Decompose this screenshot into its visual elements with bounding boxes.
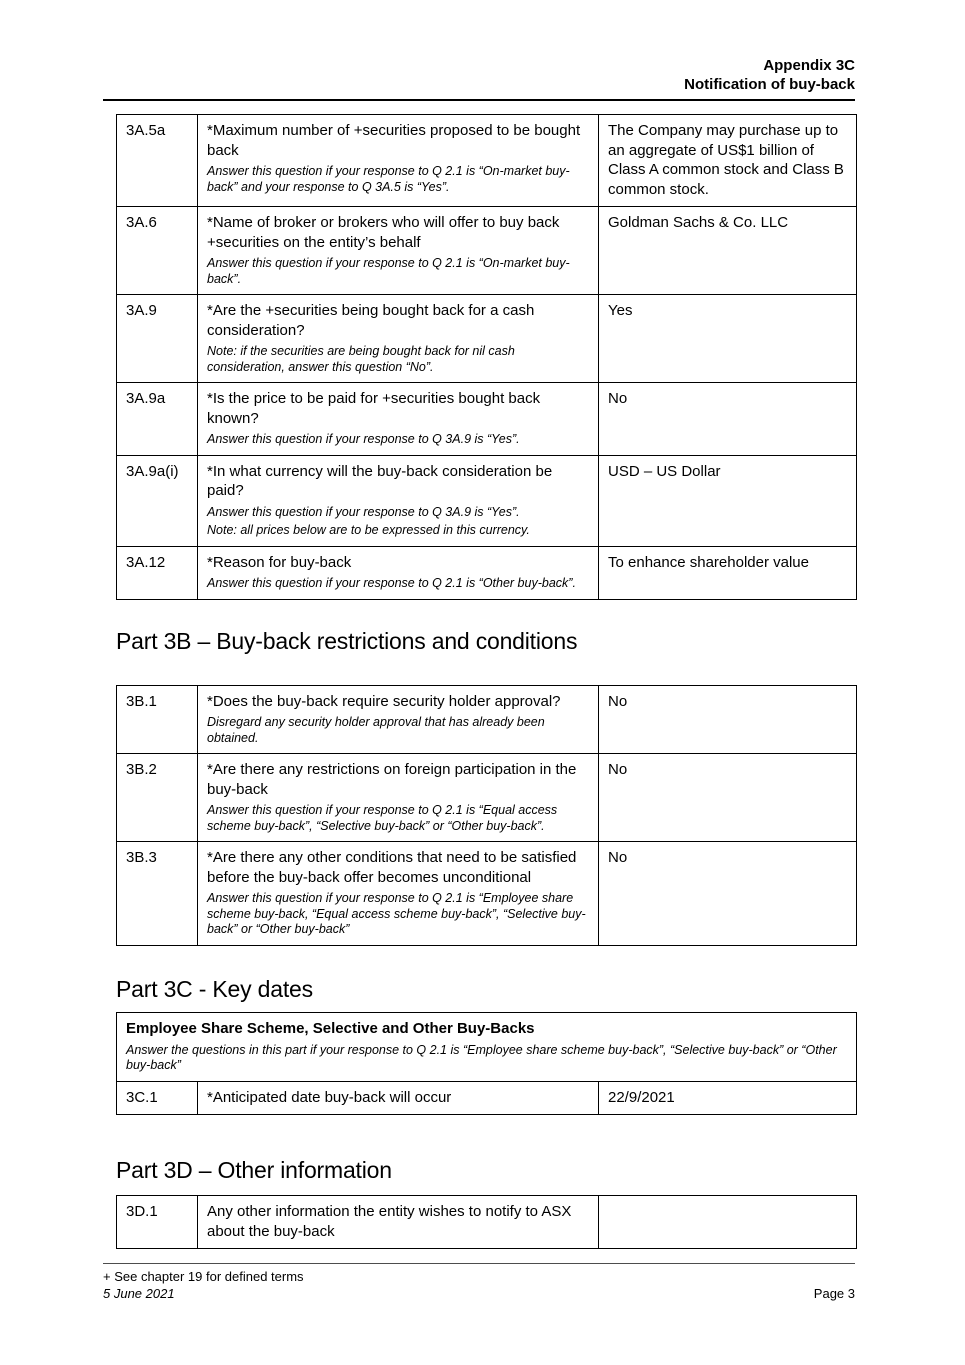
page-number: Page 3 [813,1285,855,1301]
row-id: 3A.9 [126,302,157,319]
row-id: 3A.9a(i) [126,462,179,480]
question-cell [198,383,599,456]
answer-text: The Company may purchase up to an aggregate of US$1 billion of Class A common stock and Class B common stock. [608,122,844,198]
question-note: Answer this question if your response to Q 2.1 is “On-market buy-back”. [207,256,570,286]
header-rule [103,99,855,101]
answer-text: No [608,761,628,778]
answer-cell [599,546,857,599]
row-id: 3C.1 [126,1088,158,1106]
question-text: *Are the +securities being bought back for a cash consideration? [207,302,535,339]
question-note: Answer this question if your response to Q 3A.9 is “Yes”. [207,432,520,446]
table-row-3b2 [117,754,857,842]
defined-terms-note: + See chapter 19 for defined terms [103,1269,304,1284]
row-id-cell [117,207,198,295]
answer-text: No [608,390,628,407]
question-cell [198,754,599,842]
row-id-cell [117,295,198,383]
question-note: Answer this question if your response to Q 3A.9 is “Yes”. [207,504,520,519]
part-3d-heading: Part 3D – Other information [116,1157,392,1183]
part-3a-table [116,114,857,600]
part-3c-table [116,1012,857,1116]
answer-text: Yes [608,302,633,319]
row-id-cell [117,685,198,754]
table-row-3a12 [117,546,857,599]
table-row-3a6 [117,207,857,295]
answer-cell [599,1196,857,1249]
question-note: Note: all prices below are to be expressed in this currency. [207,523,530,537]
answer-cell [599,207,857,295]
answer-cell [599,115,857,207]
form-title: Notification of buy-back [684,76,855,93]
answer-cell [599,455,857,546]
table-row-3c1 [117,1081,857,1115]
part-3d-table [116,1195,857,1249]
table-row-3a9 [117,295,857,383]
row-id: 3A.12 [126,553,166,571]
banner-note: Answer the questions in this part if your response to Q 2.1 is “Employee share scheme buy-back”, “Selective buy-back” or “Other buy-back” [126,1042,837,1072]
row-id-cell [117,754,198,842]
row-id: 3B.3 [126,849,157,866]
question-note: Answer this question if your response to Q 2.1 is “Employee share scheme buy-back, “Equal access scheme buy-back”, “Selective buy-back” or “Other buy-back” [207,891,586,936]
row-id-cell [117,546,198,599]
banner-row [117,1012,857,1081]
row-id: 3A.6 [126,214,157,231]
answer-text: No [608,692,628,710]
question-text: *Is the price to be paid for +securities bought back known? [207,390,541,427]
page-footer [103,1269,855,1302]
part-3c-heading: Part 3C - Key dates [116,975,313,1002]
banner-title: Employee Share Scheme, Selective and Other Buy-Backs [126,1019,535,1037]
answer-cell [599,295,857,383]
table-row-3b3 [117,842,857,946]
answer-text: Goldman Sachs & Co. LLC [608,214,789,231]
question-text: *Maximum number of +securities proposed to be bought back [207,122,581,159]
row-id-cell [117,383,198,456]
table-row-3d1 [117,1196,857,1249]
question-cell [198,207,599,295]
question-note: Answer this question if your response to Q 2.1 is “Other buy-back”. [207,576,576,590]
question-cell [198,455,599,546]
row-id: 3B.2 [126,761,157,778]
question-text: *Name of broker or brokers who will offer to buy back +securities on the entity’s behalf [207,214,560,251]
question-cell [198,1196,599,1249]
question-text: *Reason for buy-back [207,553,352,571]
page-header [103,56,855,94]
answer-text: 22/9/2021 [608,1088,675,1106]
question-cell [198,546,599,599]
question-text: *In what currency will the buy-back consideration be paid? [207,462,553,499]
question-note: Answer this question if your response to Q 2.1 is “Equal access scheme buy-back”, “Selective buy-back” or “Other buy-back”. [207,803,558,833]
banner-cell [117,1012,857,1081]
row-id-cell [117,842,198,946]
question-cell [198,685,599,754]
answer-cell [599,1081,857,1115]
part-3b-table [116,685,857,946]
answer-cell [599,685,857,754]
question-text: *Anticipated date buy-back will occur [207,1088,452,1106]
question-text: *Are there any restrictions on foreign participation in the buy-back [207,761,577,798]
question-text: *Are there any other conditions that need to be satisfied before the buy-back offer becomes unconditional [207,849,577,886]
row-id-cell [117,115,198,207]
table-row-3a9ai [117,455,857,546]
question-note: Answer this question if your response to Q 2.1 is “On-market buy-back” and your response to Q 3A.5 is “Yes”. [207,164,570,194]
appendix-title: Appendix 3C [763,57,855,74]
table-row-3a9a [117,383,857,456]
row-id-cell [117,1081,198,1115]
question-cell [198,295,599,383]
answer-cell [599,754,857,842]
answer-text: To enhance shareholder value [608,553,809,571]
row-id: 3A.9a [126,390,166,407]
part-3b-heading: Part 3B – Buy-back restrictions and conditions [116,627,578,654]
row-id-cell [117,455,198,546]
question-cell [198,1081,599,1115]
answer-text: USD – US Dollar [608,462,721,480]
version-date: 5 June 2021 [103,1285,175,1301]
footer-left [103,1269,304,1302]
question-cell [198,115,599,207]
answer-cell [599,383,857,456]
question-text: Any other information the entity wishes to notify to ASX about the buy-back [207,1203,572,1240]
answer-cell [599,842,857,946]
question-note: Note: if the securities are being bought back for nil cash consideration, answer this question “No”. [207,344,515,374]
question-note: Disregard any security holder approval that has already been obtained. [207,715,545,745]
answer-text: No [608,849,628,866]
row-id-cell [117,1196,198,1249]
question-text: *Does the buy-back require security holder approval? [207,692,561,710]
row-id: 3B.1 [126,692,157,710]
row-id: 3A.5a [126,122,166,139]
table-row-3a5a [117,115,857,207]
question-cell [198,842,599,946]
table-row-3b1 [117,685,857,754]
footer-rule [103,1263,855,1264]
row-id: 3D.1 [126,1203,158,1220]
